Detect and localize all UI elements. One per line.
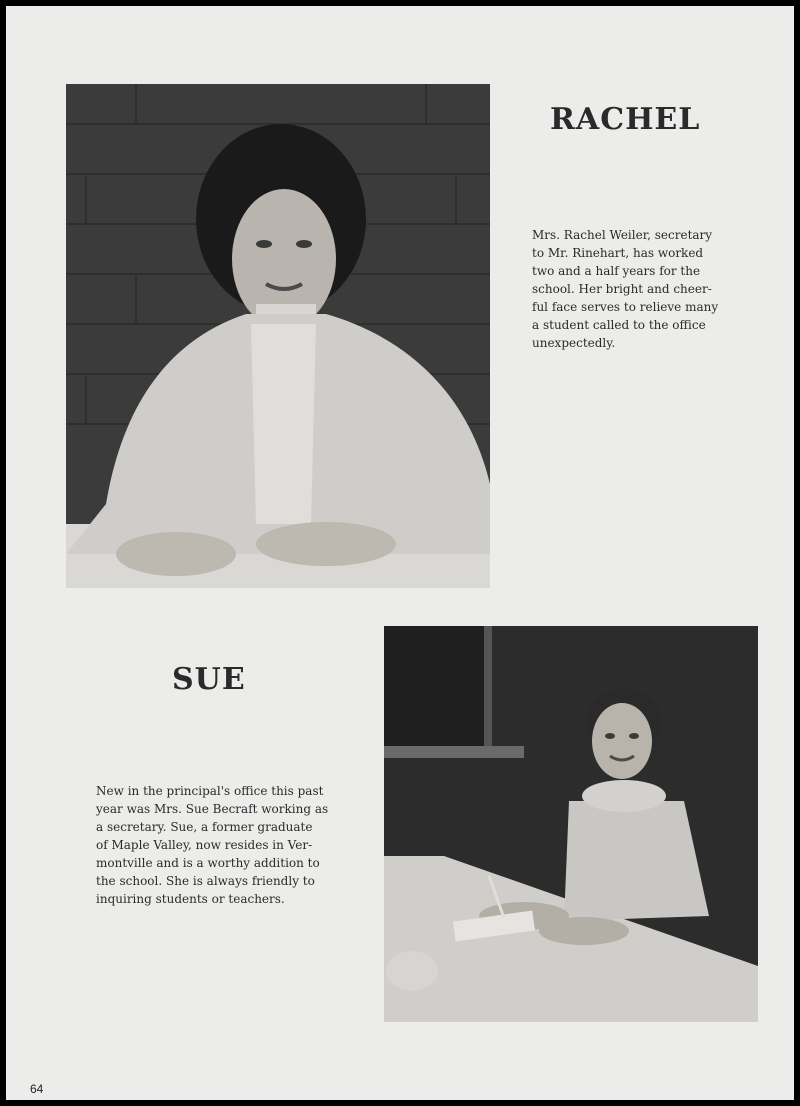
- sue-caption-line: the school. She is always friendly to: [96, 874, 315, 888]
- rachel-caption-line: to Mr. Rinehart, has worked: [532, 246, 704, 260]
- sue-caption-line: inquiring students or teachers.: [96, 892, 285, 906]
- rachel-photo: [66, 84, 490, 588]
- sue-caption: [96, 782, 328, 908]
- sue-caption-line: New in the principal's office this past: [96, 784, 324, 798]
- sue-photo: [384, 626, 758, 1022]
- rachel-caption-line: ful face serves to relieve many: [532, 300, 719, 314]
- page-number: 64: [30, 1082, 44, 1096]
- yearbook-page: [6, 6, 794, 1100]
- sue-caption-line: of Maple Valley, now resides in Ver-: [96, 838, 313, 852]
- rachel-caption-line: a student called to the office: [532, 318, 706, 332]
- sue-heading: SUE: [172, 662, 246, 697]
- sue-caption-line: a secretary. Sue, a former graduate: [96, 820, 313, 834]
- rachel-caption: [532, 226, 718, 352]
- rachel-caption-line: two and a half years for the: [532, 264, 701, 278]
- rachel-caption-line: Mrs. Rachel Weiler, secretary: [532, 228, 713, 242]
- rachel-heading: RACHEL: [550, 102, 701, 137]
- sue-caption-line: montville and is a worthy addition to: [96, 856, 320, 870]
- sue-caption-line: year was Mrs. Sue Becraft working as: [96, 802, 329, 816]
- rachel-caption-line: unexpectedly.: [532, 336, 616, 350]
- rachel-caption-line: school. Her bright and cheer-: [532, 282, 712, 296]
